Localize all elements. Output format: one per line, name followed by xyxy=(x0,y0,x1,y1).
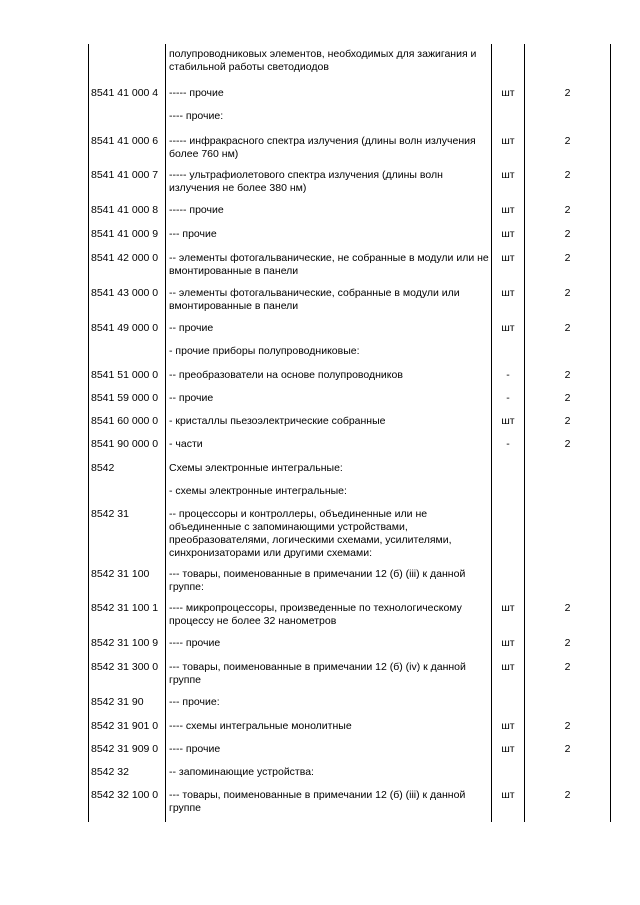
unit-cell: шт xyxy=(501,720,515,732)
rate-cell: 2 xyxy=(564,87,571,99)
table-row xyxy=(0,169,640,204)
description-cell: - части xyxy=(169,438,203,450)
rate-cell: 2 xyxy=(564,661,571,673)
table-row xyxy=(0,720,640,743)
rate-cell: 2 xyxy=(564,228,571,240)
tariff-code-cell: 8541 90 000 0 xyxy=(91,438,159,450)
rate-cell: 2 xyxy=(564,602,571,614)
table-row xyxy=(0,602,640,637)
unit-cell: шт xyxy=(501,661,515,673)
table-row xyxy=(0,415,640,438)
tariff-code-cell: 8541 41 000 4 xyxy=(91,87,159,99)
table-row xyxy=(0,228,640,252)
description-cell: полупроводниковых элементов, необходимых для зажигания и стабильной работы светодиодов xyxy=(169,48,477,73)
rate-cell: 2 xyxy=(564,287,571,299)
table-row xyxy=(0,392,640,415)
table-row xyxy=(0,462,640,485)
description-cell: ---- прочие: xyxy=(169,110,224,122)
description-cell: -- элементы фотогальванические, не собранные в модули или не вмонтированные в панели xyxy=(169,252,489,277)
table-row xyxy=(0,789,640,819)
table-row xyxy=(0,766,640,789)
tariff-code-cell: 8541 43 000 0 xyxy=(91,287,159,299)
unit-cell: шт xyxy=(501,743,515,755)
tariff-code-cell: 8541 41 000 7 xyxy=(91,169,159,181)
description-cell: --- прочие: xyxy=(169,696,220,708)
description-cell: -- процессоры и контроллеры, объединенные или не объединенные с запоминающими устройствами, преобразователями, логическими схемами, усилителями, синхронизаторами или другими схемами: xyxy=(169,508,452,559)
description-cell: Схемы электронные интегральные: xyxy=(169,462,343,474)
tariff-code-cell: 8542 31 300 0 xyxy=(91,661,159,673)
tariff-code-cell: 8542 31 100 xyxy=(91,568,150,580)
rate-cell: 2 xyxy=(564,789,571,801)
table-row xyxy=(0,637,640,661)
description-cell: ---- микропроцессоры, произведенные по технологическому процессу не более 32 нанометров xyxy=(169,602,462,627)
tariff-code-cell: 8541 41 000 9 xyxy=(91,228,159,240)
rate-cell: 2 xyxy=(564,415,571,427)
table-row xyxy=(0,508,640,568)
table-row xyxy=(0,48,640,87)
description-cell: ----- прочие xyxy=(169,87,224,99)
table-row xyxy=(0,345,640,369)
tariff-code-cell: 8541 42 000 0 xyxy=(91,252,159,264)
tariff-code-cell: 8542 xyxy=(91,462,115,474)
description-cell: -- элементы фотогальванические, собранные в модули или вмонтированные в панели xyxy=(169,287,460,312)
unit-cell: - xyxy=(506,438,510,450)
description-cell: ----- прочие xyxy=(169,204,224,216)
unit-cell: шт xyxy=(501,135,515,147)
tariff-code-cell: 8541 51 000 0 xyxy=(91,369,159,381)
description-cell: --- товары, поименованные в примечании 12 (б) (iii) к данной группе: xyxy=(169,568,466,593)
description-cell: -- прочие xyxy=(169,392,214,404)
tariff-code-cell: 8542 32 xyxy=(91,766,129,778)
unit-cell: шт xyxy=(501,204,515,216)
description-cell: ---- схемы интегральные монолитные xyxy=(169,720,352,732)
description-cell: --- товары, поименованные в примечании 12 (б) (iii) к данной группе xyxy=(169,789,466,814)
table-row xyxy=(0,110,640,135)
table-row xyxy=(0,135,640,169)
table-row xyxy=(0,322,640,345)
description-cell: ----- ультрафиолетового спектра излучения (длины волн излучения не более 380 нм) xyxy=(169,169,443,194)
rate-cell: 2 xyxy=(564,135,571,147)
table-row xyxy=(0,438,640,462)
description-cell: -- прочие xyxy=(169,322,214,334)
rate-cell: 2 xyxy=(564,720,571,732)
description-cell: --- товары, поименованные в примечании 12 (б) (iv) к данной группе xyxy=(169,661,466,686)
tariff-code-cell: 8541 60 000 0 xyxy=(91,415,159,427)
unit-cell: шт xyxy=(501,252,515,264)
table-row xyxy=(0,252,640,287)
unit-cell: шт xyxy=(501,637,515,649)
unit-cell: шт xyxy=(501,169,515,181)
unit-cell: шт xyxy=(501,87,515,99)
table-row xyxy=(0,204,640,228)
description-cell: --- прочие xyxy=(169,228,217,240)
description-cell: - кристаллы пьезоэлектрические собранные xyxy=(169,415,386,427)
tariff-code-cell: 8541 41 000 6 xyxy=(91,135,159,147)
description-cell: ----- инфракрасного спектра излучения (длины волн излучения более 760 нм) xyxy=(169,135,476,160)
tariff-code-cell: 8541 59 000 0 xyxy=(91,392,159,404)
description-cell: ---- прочие xyxy=(169,637,221,649)
unit-cell: - xyxy=(506,369,510,381)
tariff-code-cell: 8542 31 xyxy=(91,508,129,520)
rate-cell: 2 xyxy=(564,743,571,755)
tariff-code-cell: 8542 31 901 0 xyxy=(91,720,159,732)
table-row xyxy=(0,696,640,720)
rate-cell: 2 xyxy=(564,438,571,450)
tariff-code-cell: 8542 32 100 0 xyxy=(91,789,159,801)
unit-cell: - xyxy=(506,392,510,404)
unit-cell: шт xyxy=(501,602,515,614)
tariff-code-cell: 8542 31 100 9 xyxy=(91,637,159,649)
tariff-table xyxy=(0,48,640,819)
table-row xyxy=(0,743,640,766)
rate-cell: 2 xyxy=(564,369,571,381)
unit-cell: шт xyxy=(501,789,515,801)
description-cell: ---- прочие xyxy=(169,743,221,755)
description-cell: -- преобразователи на основе полупроводников xyxy=(169,369,403,381)
tariff-code-cell: 8542 31 90 xyxy=(91,696,144,708)
table-row xyxy=(0,87,640,110)
description-cell: - прочие приборы полупроводниковые: xyxy=(169,345,360,357)
tariff-code-cell: 8541 49 000 0 xyxy=(91,322,159,334)
rate-cell: 2 xyxy=(564,637,571,649)
table-row xyxy=(0,369,640,392)
unit-cell: шт xyxy=(501,322,515,334)
unit-cell: шт xyxy=(501,228,515,240)
description-cell: - схемы электронные интегральные: xyxy=(169,485,347,497)
unit-cell: шт xyxy=(501,415,515,427)
rate-cell: 2 xyxy=(564,169,571,181)
rate-cell: 2 xyxy=(564,322,571,334)
table-row xyxy=(0,287,640,322)
tariff-code-cell: 8541 41 000 8 xyxy=(91,204,159,216)
tariff-code-cell: 8542 31 909 0 xyxy=(91,743,159,755)
rate-cell: 2 xyxy=(564,204,571,216)
tariff-code-cell: 8542 31 100 1 xyxy=(91,602,159,614)
unit-cell: шт xyxy=(501,287,515,299)
table-row xyxy=(0,568,640,602)
table-row xyxy=(0,485,640,508)
table-row xyxy=(0,661,640,696)
description-cell: -- запоминающие устройства: xyxy=(169,766,314,778)
rate-cell: 2 xyxy=(564,392,571,404)
rate-cell: 2 xyxy=(564,252,571,264)
